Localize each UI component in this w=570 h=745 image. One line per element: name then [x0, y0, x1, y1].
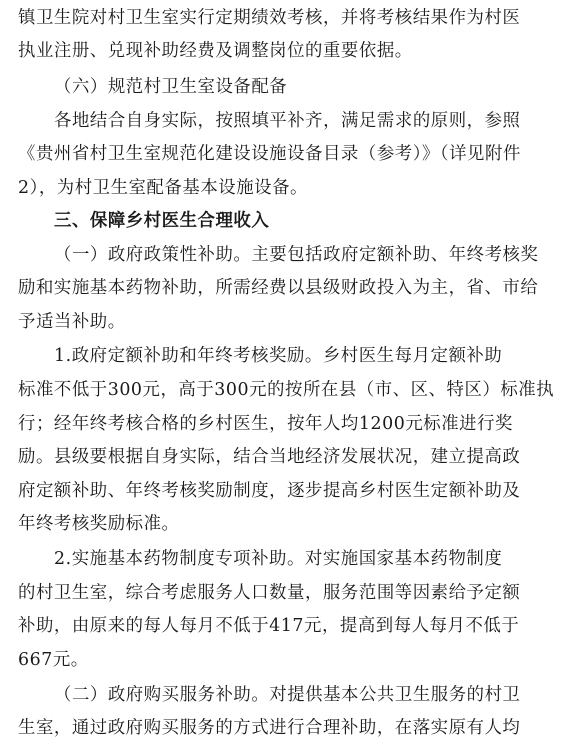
- subsection-heading-one: （一）政府政策性补助。主要包括政府定额补助、年终考核奖: [54, 245, 539, 265]
- paragraph-line: 生室，通过政府购买服务的方式进行合理补助，在落实原有人均: [18, 718, 521, 738]
- numbered-item-two: 2.实施基本药物制度专项补助。对实施国家基本药物制度: [54, 549, 503, 569]
- paragraph-line: 行；经年终考核合格的乡村医生，按年人均1200元标准进行奖: [18, 414, 513, 434]
- paragraph-line: 府定额补助、年终考核奖励制度，逐步提高乡村医生定额补助及: [18, 481, 521, 501]
- paragraph-line: 镇卫生院对村卫生室实行定期绩效考核，并将考核结果作为村医: [18, 8, 521, 28]
- paragraph-line: 标准不低于300元，高于300元的按所在县（市、区、特区）标准执: [18, 380, 555, 400]
- paragraph-line: 补助，由原来的每人每月不低于417元，提高到每人每月不低于: [18, 616, 520, 636]
- paragraph-line: 的村卫生室，综合考虑服务人口数量，服务范围等因素给予定额: [18, 583, 521, 603]
- paragraph-line: 年终考核奖励标准。: [18, 514, 180, 534]
- numbered-item-one: 1.政府定额补助和年终考核奖励。乡村医生每月定额补助: [54, 346, 503, 366]
- section-heading-three: 三、保障乡村医生合理收入: [54, 211, 270, 231]
- paragraph-line: 予适当补助。: [18, 312, 126, 332]
- paragraph-line: 《贵州省村卫生室规范化建设设施设备目录（参考）》（详见附件: [18, 144, 521, 164]
- section-heading-six: （六）规范村卫生室设备配备: [54, 77, 288, 97]
- paragraph-line: 2），为村卫生室配备基本设施设备。: [18, 178, 308, 198]
- paragraph-line: 执业注册、兑现补助经费及调整岗位的重要依据。: [18, 41, 413, 61]
- paragraph-line: 667元。: [18, 650, 89, 670]
- paragraph-line: 励和实施基本药物补助，所需经费以县级财政投入为主，省、市给: [18, 278, 539, 298]
- paragraph-line: 励。县级要根据自身实际，结合当地经济发展状况，建立提高政: [18, 447, 521, 467]
- subsection-heading-two: （二）政府购买服务补助。对提供基本公共卫生服务的村卫: [54, 685, 521, 705]
- paragraph-line: 各地结合自身实际，按照填平补齐，满足需求的原则，参照: [54, 111, 521, 131]
